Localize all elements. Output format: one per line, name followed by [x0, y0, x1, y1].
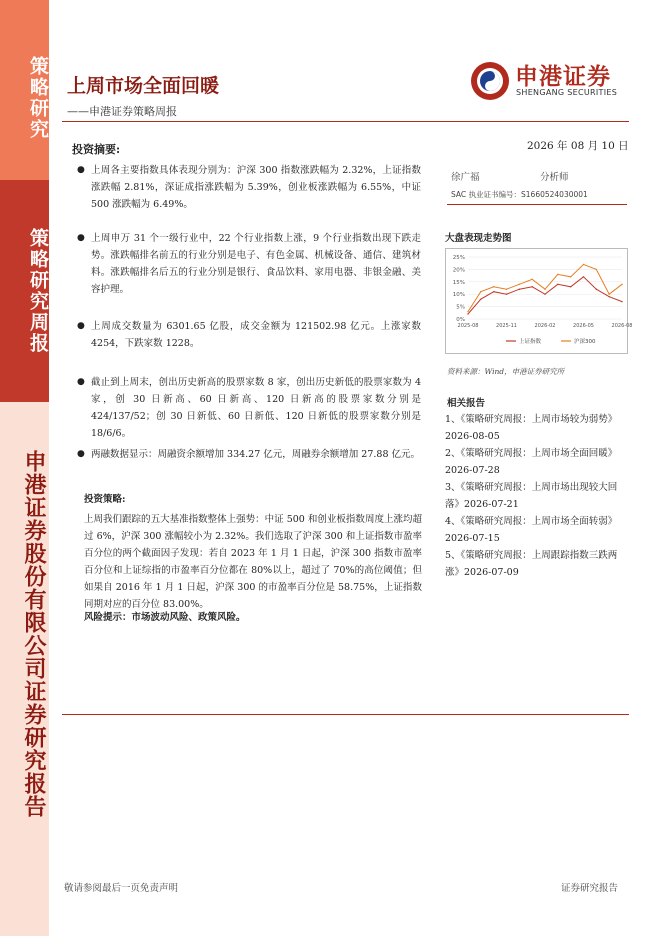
related-reports-title: 相关报告 [447, 398, 486, 409]
related-report-link[interactable]: 2、《策略研究周报：上周市场全面回暖》2026-07-28 [445, 448, 618, 476]
chart-data-point [608, 294, 609, 295]
chart-data-point [480, 298, 481, 299]
chart-data-point [621, 301, 622, 302]
sac-certificate: SAC 执业证书编号：S1660524030001 [451, 190, 588, 199]
summary-bullet [77, 230, 421, 298]
chart-data-point [531, 279, 532, 280]
chart-x-tick-label: 2025-11 [496, 323, 517, 329]
footer-label: 证券研究报告 [561, 883, 619, 894]
analyst-divider [447, 204, 627, 205]
logo-english-name: SHENGANG SECURITIES [516, 88, 618, 97]
summary-title: 投资摘要: [72, 143, 121, 156]
summary-bullet [77, 162, 421, 213]
chart-source: 资料来源：Wind，申港证券研究所 [447, 367, 565, 376]
report-subtitle: ——申港证券策略周报 [67, 105, 177, 118]
chart-data-point [570, 286, 571, 287]
logo-mark-icon [470, 61, 510, 101]
summary-bullet-text: 上周成交数量为 6301.65 亿股，成交金额为 121502.98 亿元。上涨家数 4254，下跌家数 1228。 [91, 321, 421, 349]
bullet-dot-icon: ● [77, 377, 85, 387]
summary-bullet [77, 374, 421, 442]
chart-data-point [493, 286, 494, 287]
chart-svg [446, 249, 633, 353]
chart-data-point [621, 284, 622, 285]
summary-bullet-text: 两融数据显示：周融资余额增加 334.27 亿元，周融券余额增加 27.88 亿元。 [91, 449, 421, 460]
chart-data-point [480, 291, 481, 292]
related-report-link[interactable]: 1、《策略研究周报：上周市场较为弱势》2026-08-05 [445, 414, 618, 442]
logo-chinese-name: 申港证券 [515, 64, 611, 90]
chart-series-line [468, 277, 622, 314]
strategy-title: 投资策略: [84, 494, 126, 505]
chart-data-point [544, 294, 545, 295]
disclaimer-note: 敬请参阅最后一页免责声明 [64, 883, 179, 894]
chart-data-point [493, 291, 494, 292]
risk-warning: 风险提示：市场波动风险、政策风险。 [84, 612, 246, 623]
chart-x-tick-label: 2026-02 [534, 323, 556, 329]
chart-y-tick-label: 10% [452, 292, 465, 299]
chart-series-line [468, 264, 622, 311]
chart-x-tick-label: 2026-05 [573, 323, 594, 329]
chart-y-tick-label: 20% [452, 267, 465, 274]
chart-y-tick-label: 25% [452, 255, 465, 261]
chart-data-point [519, 284, 520, 285]
chart-y-tick-label: 0% [456, 317, 465, 323]
chart-data-point [506, 294, 507, 295]
chart-y-tick-label: 15% [452, 279, 465, 286]
summary-bullet [77, 446, 421, 463]
sidebar [0, 0, 49, 936]
chart-data-point [583, 276, 584, 277]
report-title: 上周市场全面回暖 [67, 75, 220, 97]
chart-data-point [596, 269, 597, 270]
chart-data-point [557, 284, 558, 285]
chart-legend-label: 沪深300 [574, 339, 596, 345]
chart-x-tick-label: 2025-08 [457, 323, 479, 329]
summary-bullet-text: 截止到上周末，创出历史新高的股票家数 8 家，创出历史新低的股票家数为 4 家，创 30 日新高、60 日新高、120 日新高的股票家数分别是 424/137/52；创 30 日新低、60 日新低、120 日新低的股票家数分别是 18/6/6。 [91, 377, 421, 439]
bullet-dot-icon: ● [77, 449, 85, 459]
market-trend-chart [445, 248, 633, 354]
company-logo [470, 58, 630, 104]
related-report-link[interactable]: 5、《策略研究周报：上周跟踪指数三跌两涨》2026-07-09 [445, 550, 618, 578]
chart-y-tick-label: 5% [456, 304, 465, 311]
analyst-role: 分析师 [540, 172, 569, 183]
report-date: 2026 年 08 月 10 日 [527, 140, 629, 152]
related-report-link[interactable]: 4、《策略研究周报：上周市场全面转弱》2026-07-15 [445, 516, 618, 544]
chart-data-point [544, 289, 545, 290]
chart-x-tick-label: 2026-08 [611, 323, 633, 329]
chart-legend-label: 上证指数 [519, 339, 542, 345]
sidebar-bottom-label: 申港证券股份有限公司证券研究报告 [21, 450, 47, 818]
analyst-name: 徐广福 [451, 172, 480, 183]
header-divider [62, 121, 629, 122]
bullet-dot-icon: ● [77, 165, 85, 175]
strategy-body: 上周我们跟踪的五大基准指数整体上强势：中证 500 和创业板指数周度上涨均超过 6%，沪深 300 涨幅较小为 2.32%。我们选取了沪深 300 和上证指数市盈率百分位的两个截面因子发现：若自 2023 年 1 月 1 日起，沪深 300 指数市盈率百分位和上证综指的市盈率百分位都在 80%以上，超过了 70%的高位阈值；但如果自 2016 年 1 月 1 日起，沪深 300 的市盈率百分位是 58.75%，上证指数同期对应的百分位 83.00%。 [84, 514, 422, 610]
chart-data-point [531, 286, 532, 287]
chart-data-point [596, 289, 597, 290]
summary-bullet-text: 上周各主要指数具体表现分别为：沪深 300 指数涨跌幅为 2.32%，上证指数涨跌幅 2.81%，深证成指涨跌幅为 5.39%，创业板涨跌幅为 6.55%，中证 500 涨跌幅为 6.49%。 [91, 165, 421, 210]
chart-data-point [557, 274, 558, 275]
chart-data-point [570, 276, 571, 277]
chart-data-point [467, 311, 468, 312]
bullet-dot-icon: ● [77, 321, 85, 331]
chart-title: 大盘表现走势图 [445, 233, 512, 244]
summary-bullet [77, 318, 421, 352]
related-report-link[interactable]: 3、《策略研究周报：上周市场出现较大回落》2026-07-21 [445, 482, 618, 510]
sidebar-top-label: 策略研究 [27, 56, 49, 140]
footer-divider [62, 714, 629, 715]
chart-data-point [608, 296, 609, 297]
chart-data-point [519, 289, 520, 290]
chart-data-point [467, 313, 468, 314]
sidebar-mid-label: 策略研究周报 [27, 228, 49, 354]
bullet-dot-icon: ● [77, 233, 85, 243]
chart-data-point [583, 264, 584, 265]
summary-bullet-text: 上周申万 31 个一级行业中，22 个行业指数上涨，9 个行业指数出现下跌走势。涨跌幅排名前五的行业分别是电子、有色金属、机械设备、通信、建筑材料。涨跌幅排名后五的行业分别是银行、食品饮料、家用电器、非银金融、美容护理。 [91, 233, 421, 295]
chart-data-point [506, 289, 507, 290]
